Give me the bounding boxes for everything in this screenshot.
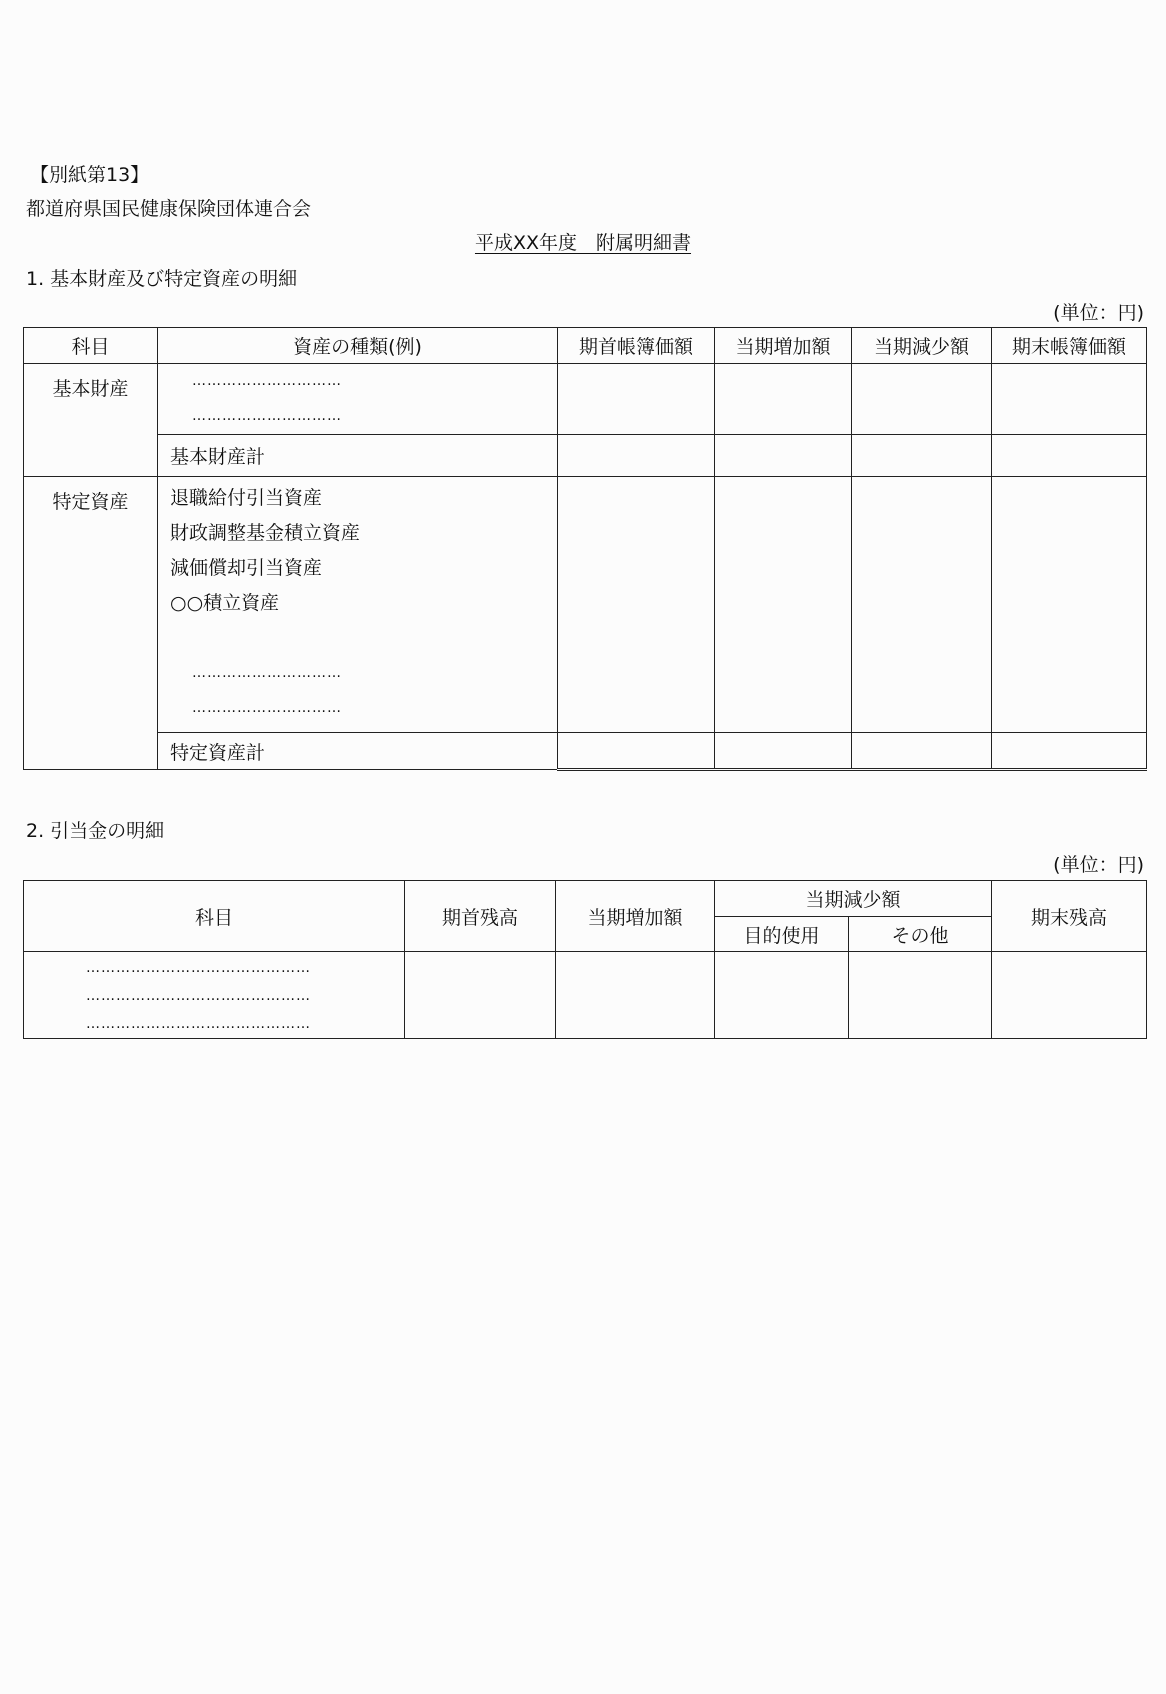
table-row <box>24 952 1147 1039</box>
col-increase: 当期増加額 <box>556 881 715 952</box>
col-decrease: 当期減少額 <box>852 328 992 364</box>
col-increase: 当期増加額 <box>715 328 852 364</box>
attachment-number: 【別紙第13】 <box>30 164 150 186</box>
col-opening-book-value: 期首帳簿価額 <box>558 328 715 364</box>
col-decrease-other: その他 <box>849 917 992 952</box>
cell <box>849 952 992 1039</box>
document-title <box>0 228 1166 255</box>
cell <box>992 952 1147 1039</box>
specified-assets-items <box>158 477 558 733</box>
col-subject: 科目 <box>24 328 158 364</box>
col-asset-type: 資産の種類(例) <box>158 328 558 364</box>
asset-item: 減価償却引当資産 <box>170 557 323 579</box>
table-row <box>24 364 1147 435</box>
col-closing-balance: 期末残高 <box>992 881 1147 952</box>
cell <box>715 364 852 435</box>
document-title-text: 平成XX年度 附属明細書 <box>474 232 692 254</box>
cell <box>558 364 715 435</box>
placeholder-item: ………………………… <box>192 373 342 389</box>
placeholder-item: ………………………… <box>192 665 342 681</box>
section1-unit: (単位：円) <box>1053 302 1144 324</box>
cell <box>715 952 849 1039</box>
cell <box>715 435 852 477</box>
placeholder-item: ……………………………………… <box>86 960 311 976</box>
cell <box>715 733 852 770</box>
col-decrease-purpose: 目的使用 <box>715 917 849 952</box>
cell <box>852 435 992 477</box>
table-row <box>24 733 1147 770</box>
placeholder-item: ……………………………………… <box>86 988 311 1004</box>
section1-heading: 1. 基本財産及び特定資産の明細 <box>26 268 298 290</box>
col-subject: 科目 <box>24 881 405 952</box>
cell <box>992 477 1147 733</box>
subject-items <box>24 952 405 1039</box>
spacer <box>170 621 557 656</box>
placeholder-item: ………………………… <box>192 408 342 424</box>
placeholder-item: ……………………………………… <box>86 1016 311 1032</box>
cell <box>558 733 715 770</box>
basic-and-specified-assets-table <box>23 327 1147 771</box>
col-closing-book-value: 期末帳簿価額 <box>992 328 1147 364</box>
table-row <box>24 435 1147 477</box>
basic-assets-label: 基本財産 <box>24 364 158 477</box>
specified-assets-total-label: 特定資産計 <box>158 733 558 770</box>
organization-name: 都道府県国民健康保険団体連合会 <box>26 198 312 220</box>
basic-assets-total-label: 基本財産計 <box>158 435 558 477</box>
cell <box>558 435 715 477</box>
basic-assets-items <box>158 364 558 435</box>
placeholder-item: ………………………… <box>192 700 342 716</box>
asset-item: ○○積立資産 <box>170 592 280 614</box>
cell <box>992 435 1147 477</box>
cell <box>405 952 556 1039</box>
cell <box>715 477 852 733</box>
table-header-row <box>24 881 1147 917</box>
cell <box>852 364 992 435</box>
cell <box>852 733 992 770</box>
asset-item: 退職給付引当資産 <box>170 487 323 509</box>
cell <box>852 477 992 733</box>
table-header-row <box>24 328 1147 364</box>
cell <box>992 733 1147 770</box>
col-decrease: 当期減少額 <box>715 881 992 917</box>
cell <box>558 477 715 733</box>
allowances-table <box>23 880 1147 1039</box>
section2-heading: 2. 引当金の明細 <box>26 820 165 842</box>
col-opening-balance: 期首残高 <box>405 881 556 952</box>
section2-unit: (単位：円) <box>1053 854 1144 876</box>
cell <box>992 364 1147 435</box>
asset-item: 財政調整基金積立資産 <box>170 522 361 544</box>
table-row <box>24 477 1147 733</box>
cell <box>556 952 715 1039</box>
specified-assets-label: 特定資産 <box>24 477 158 770</box>
